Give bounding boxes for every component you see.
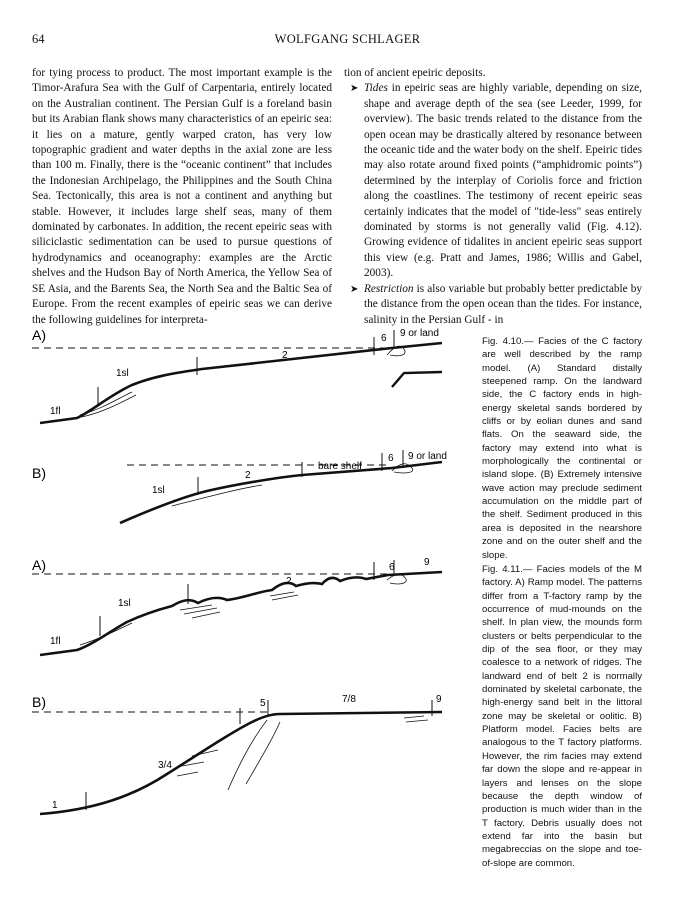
bullet-text: is also variable but probably better predictable by the distance from the open ocean than the tides. For instance, salinity in the Persian Gulf - in	[364, 282, 642, 326]
zone-label: 6	[381, 333, 387, 344]
bullet-text: in epeiric seas are highly variable, depending on size, shape and average depth of the sea (see Leeder, 1999, for overview). The basic trends related to the distance from the open ocean may be drastically altered by resonance between the oceanic tide and the water body on the shelf. Epeiric tides may also rotate around fixed points (“amphidromic points”) determined by the interplay of Coriolis force and friction along the coastlines. The testimony of recent epeiric seas certainly indicates that the model of "tide-less" seas entirely dominated by storms is not generally valid (Fig. 4.12). Growing evidence of tidalites in ancient epeiric seas support this view (e.g. Pratt and James, 1986; Willis and Gabel, 2003).	[364, 82, 642, 280]
panel-label: B)	[32, 694, 46, 710]
body-column-left	[32, 66, 332, 328]
zone-label: 2	[286, 576, 292, 587]
mound-flank-beds	[270, 592, 298, 600]
figure-4-11-diagram	[32, 552, 452, 822]
bullet-term: Tides	[364, 82, 388, 95]
zone-label: 3/4	[158, 760, 172, 771]
running-head: WOLFGANG SCHLAGER	[274, 32, 421, 46]
page-number: 64	[32, 32, 45, 46]
bullet-restriction	[344, 282, 642, 328]
zone-label: 9 or land	[400, 328, 439, 339]
body-column-right	[344, 66, 642, 328]
zone-label: 1sl	[116, 368, 129, 379]
zone-label: 9	[424, 557, 430, 568]
zone-label: 1sl	[152, 485, 165, 496]
ramp-profile	[40, 343, 442, 423]
zone-label: 1fl	[50, 636, 61, 647]
zone-label: 2	[245, 470, 251, 481]
bullet-arrow-icon: ➤	[350, 283, 359, 295]
slope-debris-tongue	[246, 722, 280, 784]
panel-label: A)	[32, 327, 46, 343]
tidal-flat-beds	[404, 716, 428, 722]
zone-label: 6	[388, 453, 394, 464]
figure-4-11-caption: Fig. 4.11.— Facies models of the M factory. A) Ramp model. The patterns differ from a T-factory ramp by the occurrence of mud-mounds on the shelf. In plan view, the mounds form clusters or belts perpendicular to the dip of the sea floor, or they may coalesce to a network of ridges. The landward end of belt 2 is normally dominated by skeletal carbonate, the high-energy sand belt in the littoral zone may be skeletal or oolitic. B) Platform model. Facies belts are analogous to the T factory platforms. However, the rim facies may extend far down the slope and re-appear in layers and lenses on the slope because the depth window of production is much wider than in the T factory. Debris usually does not extend far into the basin but megabreccias on the slope and toe-of-slope are common.	[482, 564, 642, 869]
zone-label: 2	[282, 350, 288, 361]
fig411-panel-b	[32, 694, 442, 814]
intro-line: tion of ancient epeiric deposits.	[344, 67, 486, 79]
ramp-profile	[40, 572, 442, 655]
mound-flank-beds	[180, 605, 220, 618]
figure-4-10-caption: Fig. 4.10.— Facies of the C factory are well described by the ramp model. (A) Standard distally steepened ramp. On the landward side, the C factory ends in high-energy skeletal sands bordered by cliffs or by eolian dunes and sand flats. On the seaward side, the factory may extend into what is morphologically the continental or island slope. (B) Extremely intensive wave action may preclude sediment accumulation on the middle part of the shelf. Sediment produced in this area is deposited in the nearshore zone and on the outer shelf and the slope.	[482, 336, 642, 561]
fig410-panel-a	[32, 327, 442, 423]
bullet-arrow-icon: ➤	[350, 83, 359, 95]
zone-label: 1sl	[118, 598, 131, 609]
zone-label: 1fl	[50, 406, 61, 417]
zone-label: 6	[389, 562, 395, 573]
bullet-term: Restriction	[364, 282, 414, 295]
slope-debris-tongue	[228, 720, 267, 790]
ramp-profile	[120, 462, 442, 523]
panel-label: B)	[32, 465, 46, 481]
zone-label: 9	[436, 694, 442, 705]
zone-label: 7/8	[342, 694, 356, 705]
fig411-panel-a	[32, 557, 442, 655]
panel-label: A)	[32, 557, 46, 573]
figure-4-10-diagram	[32, 325, 452, 540]
zone-label: 9 or land	[408, 451, 447, 462]
cliff-inset-profile	[392, 372, 442, 387]
bullet-tides	[344, 81, 642, 281]
zone-label: bare shelf	[318, 461, 362, 472]
fig410-panel-b	[32, 450, 447, 523]
body-paragraph: for tying process to product. The most important example is the Timor-Arafura Sea with the Gulf of Carpentaria, entirely located on the Australian continent. The Persian Gulf is a foreland basin but its Arabian flank shows many characteristics of an epeiric sea: it lies on a mature, gently warped craton, has very low topographic gradient and water depths in the axial zone are less than 100 m. Finally, there is the “oceanic continent” that includes the Indonesian Archipelago, the Philippines and the South China Sea. Tectonically, this area is not a continent and anything but stable. However, it includes large shelf seas, many of them dominated by carbonates. In addition, the recent epeiric seas with siliciclastic sedimentation can be used to pursue questions of hydrodynamics and oceanography: examples are the Arctic shelves and the Hudson Bay of North America, the Yellow Sea of SE Asia, and the Barents Sea, the North Sea and the Baltic Sea of Europe. From the recent examples of epeiric seas we can derive the following guidelines for interpreta-	[32, 67, 332, 326]
zone-label: 5	[260, 698, 266, 709]
zone-label: 1	[52, 800, 58, 811]
